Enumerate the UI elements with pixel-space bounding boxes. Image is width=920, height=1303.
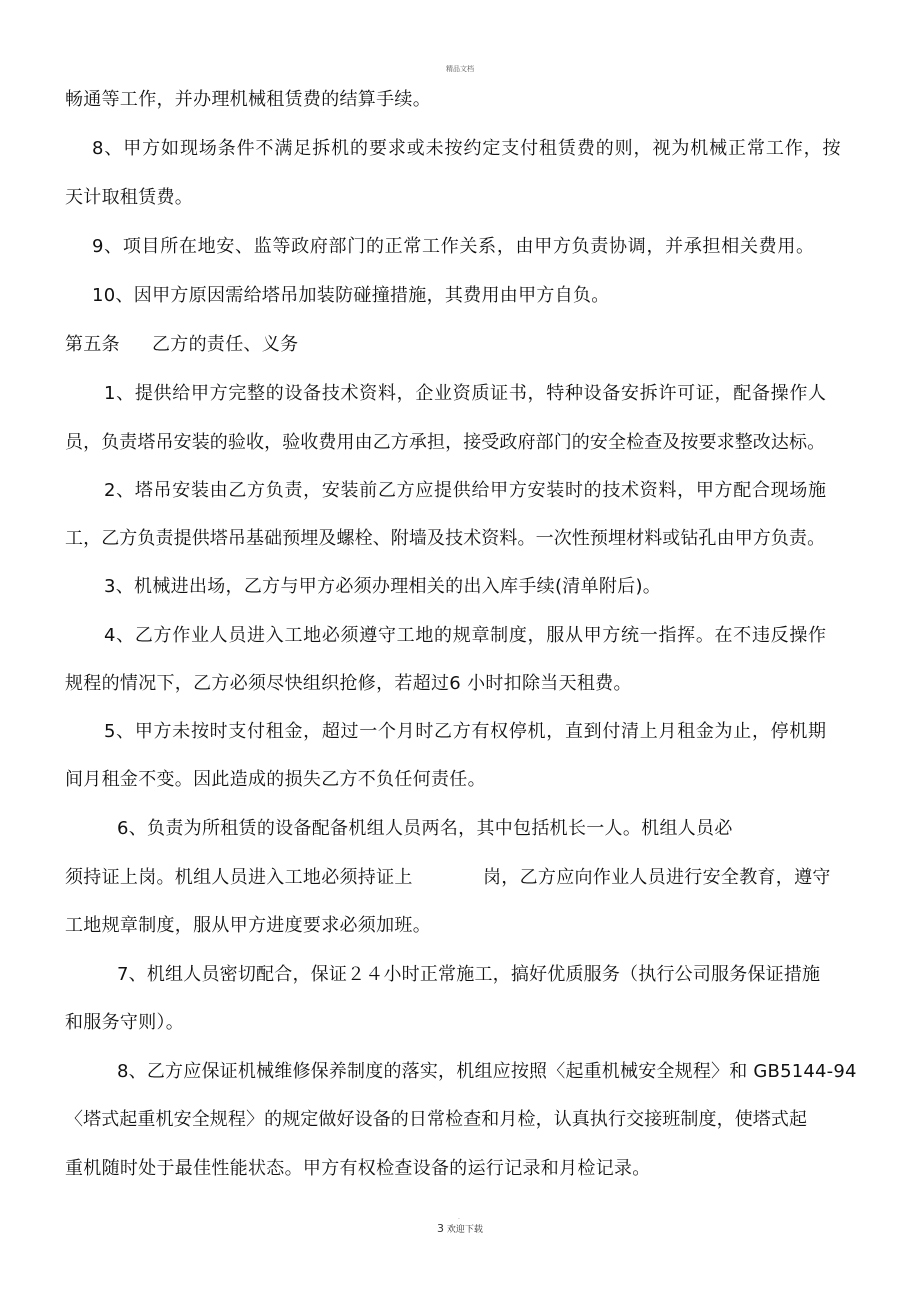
- clause-8-line-1: 8、甲方如现场条件不满足拆机的要求或未按约定支付租赁费的则，视为机械正常工作，按: [92, 138, 842, 159]
- duty-1-line-2: 员，负责塔吊安装的验收，验收费用由乙方承担，接受政府部门的安全检查及按要求整改达标。: [65, 432, 826, 453]
- footer-dot: .: [458, 1214, 460, 1221]
- clause-10: 10、因甲方原因需给塔吊加装防碰撞措施，其费用由甲方自负。: [92, 285, 610, 306]
- page-footer: [0, 1214, 920, 1235]
- duty-4-line-1: 4、乙方作业人员进入工地必须遵守工地的规章制度，服从甲方统一指挥。在不违反操作: [104, 625, 827, 646]
- duty-8-line-2: 〈塔式起重机安全规程〉的规定做好设备的日常检查和月检，认真执行交接班制度，使塔式起: [65, 1109, 808, 1130]
- page-header: 精品文档: [446, 65, 474, 73]
- duty-6-line-2a: 须持证上岗。机组人员进入工地必须持证上: [65, 867, 413, 888]
- duty-6-line-2b: 岗，乙方应向作业人员进行安全教育，遵守: [483, 867, 831, 888]
- clause-8-line-2: 天计取租赁费。: [65, 187, 194, 208]
- article-title: 乙方的责任、义务: [152, 334, 299, 355]
- text-line: 畅通等工作，并办理机械租赁费的结算手续。: [65, 89, 431, 110]
- article-number: 第五条: [65, 334, 120, 355]
- duty-3: 3、机械进出场，乙方与甲方必须办理相关的出入库手续(清单附后)。: [104, 576, 662, 597]
- duty-7-line-1: 7、机组人员密切配合，保证２４小时正常施工，搞好优质服务（执行公司服务保证措施: [117, 964, 821, 985]
- duty-8-line-1: 8、乙方应保证机械维修保养制度的落实，机组应按照〈起重机械安全规程〉和 GB5144-94: [117, 1061, 857, 1082]
- duty-6-line-3: 工地规章制度，服从甲方进度要求必须加班。: [65, 915, 431, 936]
- duty-6-line-1: 6、负责为所租赁的设备配备机组人员两名，其中包括机长一人。机组人员必: [117, 818, 733, 839]
- footer-text: 欢迎下载: [446, 1225, 483, 1235]
- duty-4-line-2: 规程的情况下，乙方必须尽快组织抢修，若超过6 小时扣除当天租费。: [65, 673, 632, 694]
- clause-9: 9、项目所在地安、监等政府部门的正常工作关系，由甲方负责协调，并承担相关费用。: [92, 236, 815, 257]
- duty-7-line-2: 和服务守则）。: [65, 1012, 185, 1033]
- duty-2-line-1: 2、塔吊安装由乙方负责，安装前乙方应提供给甲方安装时的技术资料，甲方配合现场施: [104, 480, 827, 501]
- duty-5-line-2: 间月租金不变。因此造成的损失乙方不负任何责任。: [65, 769, 486, 790]
- duty-2-line-2: 工，乙方负责提供塔吊基础预埋及螺栓、附墙及技术资料。一次性预埋材料或钻孔由甲方负责。: [65, 528, 826, 549]
- page-number: 3: [437, 1222, 445, 1235]
- duty-5-line-1: 5、甲方未按时支付租金，超过一个月时乙方有权停机，直到付清上月租金为止，停机期: [104, 721, 827, 742]
- duty-1-line-1: 1、提供给甲方完整的设备技术资料，企业资质证书，特种设备安拆许可证，配备操作人: [104, 383, 827, 404]
- duty-8-line-3: 重机随时处于最佳性能状态。甲方有权检查设备的运行记录和月检记录。: [65, 1158, 651, 1179]
